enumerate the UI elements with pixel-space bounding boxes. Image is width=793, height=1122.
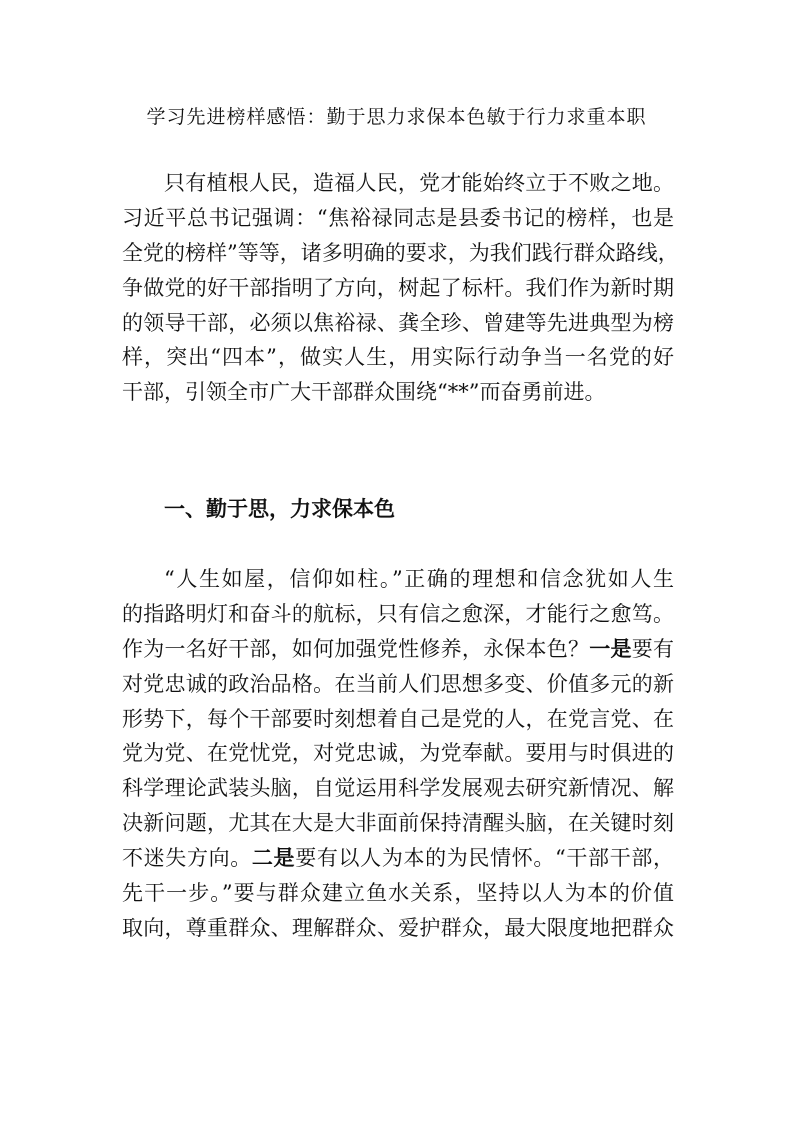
- emphasis-text: 二是: [251, 845, 296, 871]
- paragraph-line: [122, 841, 674, 876]
- paragraph-line: “人生如屋，信仰如柱。”正确的理想和信念犹如人生: [164, 567, 674, 591]
- paragraph-line: 全党的榜样”等等，诸多明确的要求，为我们践行群众路线，: [122, 240, 679, 265]
- paragraph-line: 对党忠诚的政治品格。在当前人们思想多变、价值多元的新: [122, 671, 674, 696]
- paragraph-line: 干部，引领全市广大干部群众围绕“**”而奋勇前进。: [122, 380, 606, 405]
- paragraph-line-text: 要有以人为本的为民情怀。“干部干部，: [295, 846, 675, 871]
- paragraph-line: 形势下，每个干部要时刻想着自己是党的人，在党言党、在: [122, 706, 674, 731]
- paragraph-line: 先干一步。”要与群众建立鱼水关系，坚持以人为本的价值: [122, 881, 674, 906]
- document-title: 学习先进榜样感悟：勤于思力求保本色敏于行力求重本职: [146, 106, 647, 128]
- paragraph-section1: [122, 562, 674, 946]
- paragraph-line: 科学理论武装头脑，自觉运用科学发展观去研究新情况、解: [122, 776, 674, 801]
- paragraph-line-text: 要有: [631, 636, 675, 661]
- paragraph-line: 只有植根人民，造福人民，党才能始终立于不败之地。: [164, 171, 674, 195]
- paragraph-line: 党为党、在党忧党，对党忠诚，为党奉献。要用与时俱进的: [122, 741, 674, 766]
- paragraph-line: 的指路明灯和奋斗的航标，只有信之愈深，才能行之愈笃。: [122, 601, 674, 626]
- section-heading: 一、勤于思，力求保本色: [164, 496, 395, 521]
- paragraph-line: [122, 632, 674, 667]
- paragraph-intro: [122, 166, 679, 410]
- paragraph-line: 样，突出“四本”，做实人生，用实际行动争当一名党的好: [122, 345, 674, 370]
- emphasis-text: 一是: [589, 635, 632, 661]
- paragraph-line: 决新问题，尤其在大是大非面前保持清醒头脑，在关键时刻: [122, 811, 674, 836]
- paragraph-line: 习近平总书记强调：“焦裕禄同志是县委书记的榜样，也是: [122, 205, 674, 230]
- paragraph-line: 取向，尊重群众、理解群众、爱护群众，最大限度地把群众: [122, 915, 674, 940]
- paragraph-line-text: 不迷失方向。: [122, 846, 252, 871]
- paragraph-line-text: 作为一名好干部，如何加强党性修养，永保本色？: [122, 636, 590, 661]
- paragraph-line: 争做党的好干部指明了方向，树起了标杆。我们作为新时期: [122, 275, 674, 300]
- paragraph-line: 的领导干部，必须以焦裕禄、龚全珍、曾建等先进典型为榜: [122, 310, 674, 335]
